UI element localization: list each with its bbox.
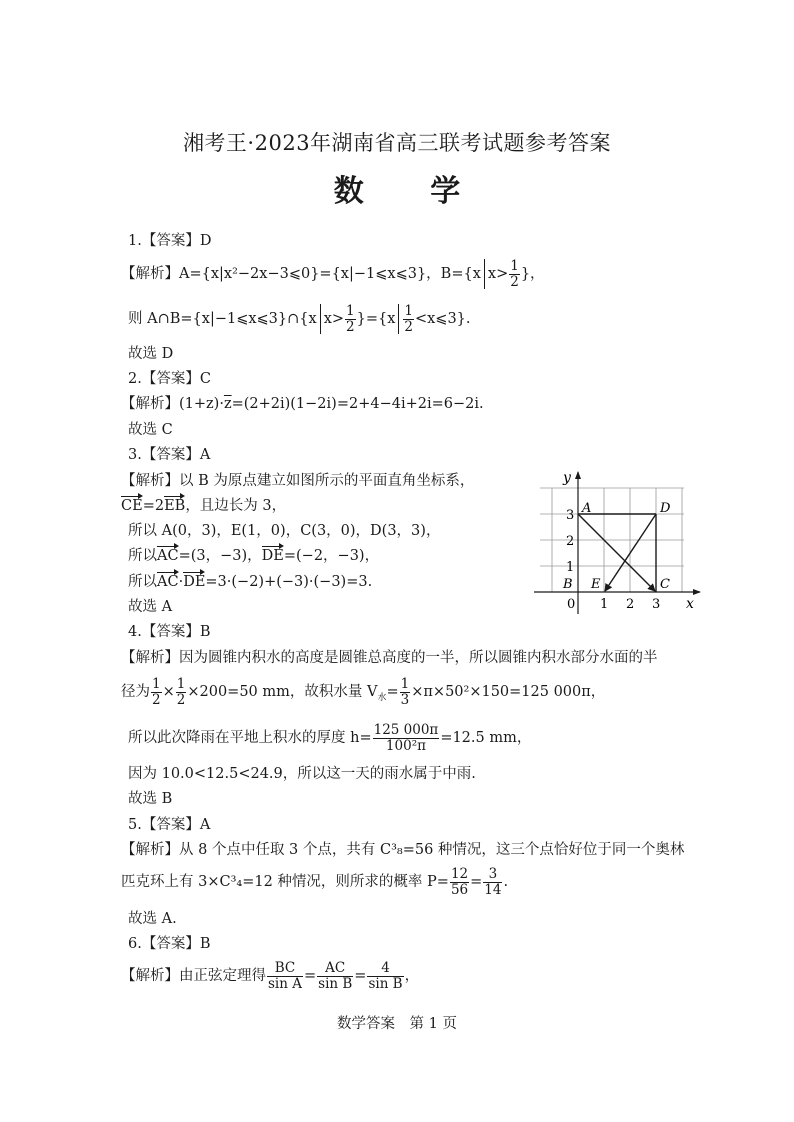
q1-set-a: A={x|x²−2x−3⩽0}={x|−1⩽x⩽3}，B= <box>179 266 464 282</box>
q3-vectors: 所以AC=(3，−3)，DE=(−2，−3)， <box>128 548 380 564</box>
point-c-label: C <box>660 577 670 592</box>
fraction-half: $\frac{1}{2}$ <box>404 302 413 335</box>
vector-eb: EB <box>164 498 186 514</box>
q1-analysis-line2: 则 A∩B={x|−1⩽x⩽3}∩{x x> $\frac{1}{2}$ }={x $\frac{1}{2}$ <x⩽3}. <box>128 302 471 335</box>
q5-analysis-line2: 匹克环上有 3×C³₄=12 种情况，则所求的概率 P= $\frac{12}{56}$ = $\frac{3}{14}$ . <box>121 865 509 898</box>
x-tick-1: 1 <box>600 597 609 612</box>
y-tick-1: 1 <box>566 560 575 575</box>
q3-coordinates: 所以 A(0，3)，E(1，0)，C(3，0)，D(3，3)， <box>128 523 441 539</box>
q1-conclusion: 故选 D <box>128 346 174 362</box>
vector-de: DE <box>183 574 206 590</box>
q4-analysis-line1: 【解析】因为圆锥内积水的高度是圆锥总高度的一半，所以圆锥内积水部分水面的半 <box>121 650 658 666</box>
divider-bar <box>320 304 321 334</box>
fraction-ac-sinb: $\frac{AC}{\text{sin B}}$ <box>318 959 353 992</box>
fraction-bc-sina: $\frac{BC}{\text{sin A}}$ <box>268 959 302 992</box>
fraction-half: $\frac{1}{2}$ <box>176 675 186 708</box>
coordinate-figure <box>528 468 704 618</box>
divider-bar <box>398 304 399 334</box>
vector-ac: AC <box>157 548 179 564</box>
page-title: 湘考王·2023年湖南省高三联考试题参考答案 <box>182 131 612 155</box>
q6-analysis: 【解析】由正弦定理得 $\frac{BC}{\text{sin A}}$ = $\frac{AC}{\text{sin B}}$ = $\frac{4}{\text{sin B}}$ ， <box>121 959 420 992</box>
q3-vector-relation: CE=2EB，且边长为 3， <box>121 498 287 514</box>
q2-analysis: 【解析】$(1+z)\cdot\overline{z}=(2+2i)(1-2i)=2+4-4i+2i=6-2i$. <box>121 396 484 412</box>
y-tick-3: 3 <box>566 508 575 523</box>
fraction-half: $\frac{1}{2}$ <box>510 257 519 290</box>
q2-answer: 2.【答案】C <box>128 371 211 387</box>
q1-set-b-open: {x <box>463 266 481 282</box>
q2-conclusion: 故选 C <box>128 422 173 438</box>
q6-answer: 6.【答案】B <box>128 936 211 952</box>
y-axis-label: y <box>563 470 571 486</box>
point-b-label: B <box>563 577 573 592</box>
fraction-third: $\frac{1}{3}$ <box>400 675 410 708</box>
x-tick-2: 2 <box>626 597 635 612</box>
q4-conclusion: 故选 B <box>128 791 173 807</box>
vector-de: DE <box>261 548 284 564</box>
q3-analysis: 【解析】以 B 为原点建立如图所示的平面直角坐标系， <box>121 473 475 489</box>
subject-title: 数 学 <box>333 174 489 209</box>
q1-answer: 1.【答案】D <box>128 233 212 249</box>
q5-conclusion: 故选 A. <box>128 911 177 927</box>
q1-set-b-close: }， <box>520 266 545 282</box>
origin-label: 0 <box>567 597 576 612</box>
fraction-probability-reduced: $\frac{3}{14}$ <box>484 865 502 898</box>
q3-conclusion: 故选 A <box>128 599 173 615</box>
vector-de-arrow <box>605 514 656 591</box>
q1-intersection: 则 A∩B={x|−1⩽x⩽3}∩ <box>128 311 300 327</box>
q4-answer: 4.【答案】B <box>128 624 211 640</box>
x-axis-label: x <box>686 596 694 612</box>
fraction-half: $\frac{1}{2}$ <box>152 675 161 708</box>
point-d-label: D <box>660 501 671 516</box>
vector-ce: CE <box>121 498 143 514</box>
q5-answer: 5.【答案】A <box>128 817 211 833</box>
point-e-label: E <box>591 577 601 592</box>
vector-ac: AC <box>157 574 179 590</box>
q5-analysis-line1: 【解析】从 8 个点中任取 3 个点，共有 C³₈=56 种情况，这三个点恰好位于同一个奥林 <box>121 842 685 858</box>
x-tick-3: 3 <box>652 597 661 612</box>
q4-analysis-line4: 因为 10.0<12.5<24.9，所以这一天的雨水属于中雨. <box>128 766 476 782</box>
point-a-label: A <box>582 501 592 516</box>
fraction-4-sinb: $\frac{4}{\text{sin B}}$ <box>368 959 403 992</box>
q1-set-b-mid: x> <box>487 266 509 282</box>
q1-analysis-line1 <box>121 256 545 292</box>
q3-answer: 3.【答案】A <box>128 447 211 463</box>
analysis-tag: 【解析】 <box>121 266 179 282</box>
fraction-probability: $\frac{12}{56}$ <box>450 865 469 898</box>
fraction-thickness: $\frac{125 000\pi}{\text{100²π}}$ <box>373 721 439 754</box>
q4-analysis-line3: 所以此次降雨在平地上积水的厚度 h= $\frac{125 000\pi}{\text{100²π}}$ =12.5 mm， <box>128 721 532 754</box>
page-footer: 数学答案 第 1 页 <box>337 1016 457 1032</box>
q4-analysis-line2: 径为 $\frac{1}{2}$ × $\frac{1}{2}$ ×200=50 mm，故积水量 $V_水=$ $\frac{1}{3}$ ×π×50²×150=125 000π， <box>121 675 606 708</box>
fraction-half: $\frac{1}{2}$ <box>346 302 355 335</box>
vector-ac-arrow <box>578 514 655 591</box>
z-conjugate: $\overline{z}$ <box>223 396 232 412</box>
q3-dot-product: 所以AC·DE=3·(−2)+(−3)·(−3)=3. <box>128 574 373 590</box>
y-tick-2: 2 <box>566 534 575 549</box>
divider-bar <box>484 259 485 289</box>
